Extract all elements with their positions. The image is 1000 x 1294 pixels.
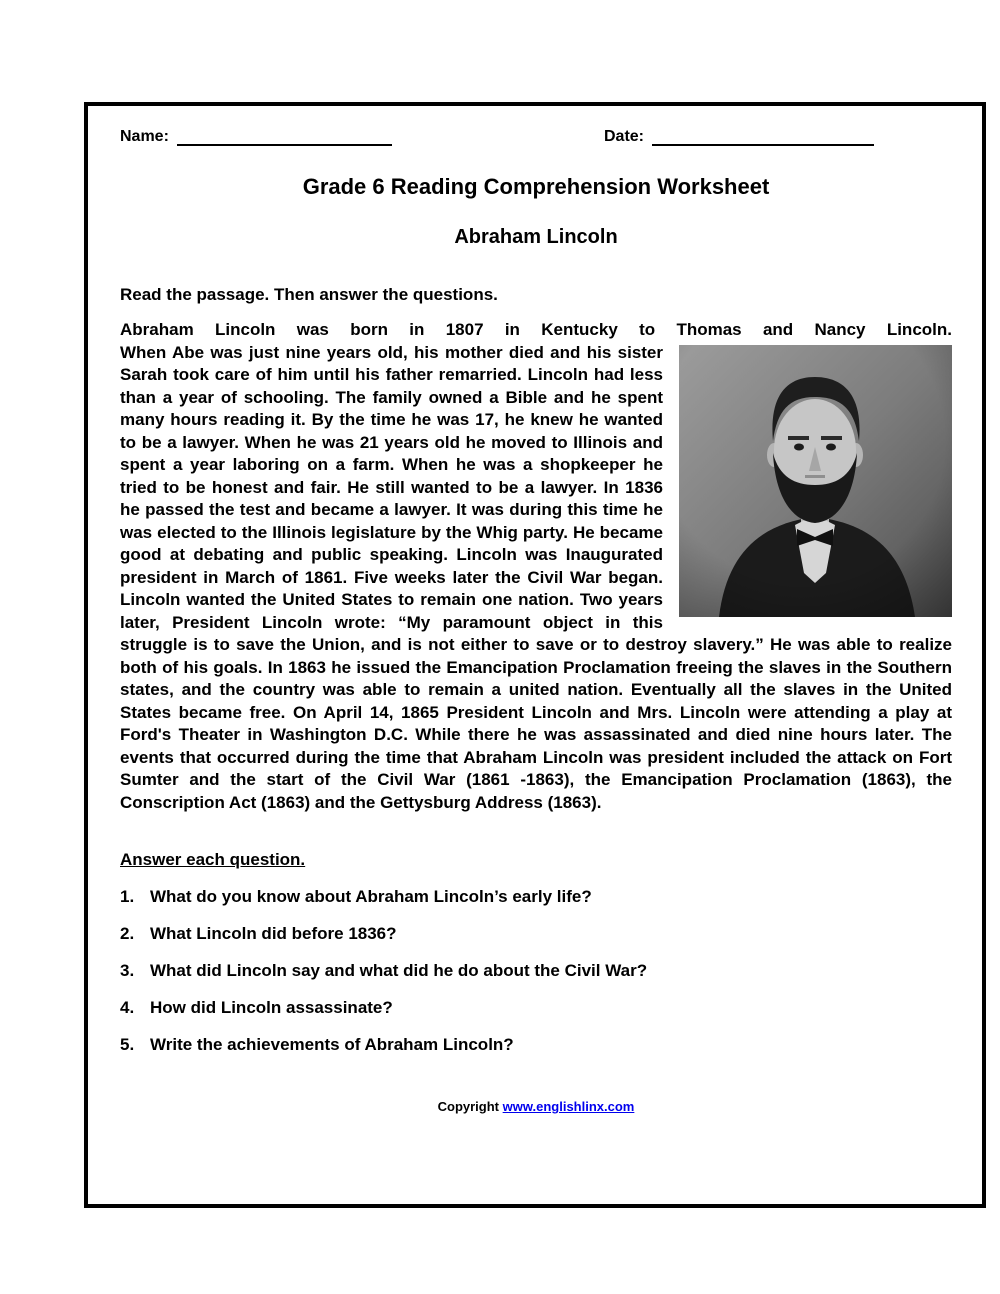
passage xyxy=(120,319,952,814)
lincoln-portrait-image xyxy=(679,345,952,617)
worksheet-subtitle: Abraham Lincoln xyxy=(454,226,618,248)
question-number: 4. xyxy=(120,998,135,1017)
instruction-text: Read the passage. Then answer the questions. xyxy=(120,285,498,304)
passage-first-line: Abraham Lincoln was born in 1807 in Kentucky to Thomas and Nancy Lincoln. xyxy=(120,320,952,339)
copyright-text: Copyright xyxy=(437,1099,500,1114)
question-text: Write the achievements of Abraham Lincoln? xyxy=(150,1035,514,1054)
date-label: Date: xyxy=(603,128,644,145)
question-number: 3. xyxy=(120,961,135,980)
question-number: 5. xyxy=(120,1035,135,1054)
name-field xyxy=(120,128,392,146)
name-blank-line xyxy=(177,128,392,146)
questions-heading: Answer each question. xyxy=(120,850,306,869)
question-text: What Lincoln did before 1836? xyxy=(150,924,397,943)
date-blank-line xyxy=(652,128,874,146)
footer xyxy=(120,1099,952,1114)
passage-body-text: When Abe was just nine years old, his mother died and his sister Sarah took care of him until his father remarried. Lincoln had less than a year of schooling. The family owned a Bible and he spent many hours reading it. By the time he was 17, he knew he wanted to be a lawyer. When he was 21 years old he moved to Illinois and spent a year laboring on a farm. When he was a shopkeeper he tried to be honest and fair. He still wanted to be a lawyer. In 1836 he passed the test and became a lawyer. It was during this time he was elected to the Illinois legislature by the Whig party. He became good at debating and public speaking. Lincoln was Inaugurated president in March of 1861. Five weeks later the Civil War began. Lincoln wanted the United States to remain one nation. Two years later, President Lincoln wrote: “My paramount object in this struggle is to save the Union, and is not either to save or to destroy slavery.” He was able to realize both of his goals. In 1863 he issued the Emancipation Proclamation freeing the slaves in the Southern states, and the country was able to remain a united nation. Eventually all the slaves in the United States became free. On April 14, 1865 President Lincoln and Mrs. Lincoln were attending a play at Ford's Theater in Washington D.C. While there he was assassinated and died nine hours later. The events that occurred during the time that Abraham Lincoln was president included the attack on Fort Sumter and the start of the Civil War (1861 -1863), the Emancipation Proclamation (1863), the Conscription Act (1863) and the Gettysburg Address (1863). xyxy=(120,342,952,812)
passage-body-wrap xyxy=(120,342,952,815)
worksheet-page xyxy=(84,102,986,1208)
worksheet-title: Grade 6 Reading Comprehension Worksheet xyxy=(302,174,770,199)
question-text: What do you know about Abraham Lincoln’s early life? xyxy=(150,887,592,906)
question-item xyxy=(120,923,952,944)
date-field xyxy=(604,128,874,146)
question-number: 2. xyxy=(120,924,135,943)
question-number: 1. xyxy=(120,887,135,906)
name-label: Name: xyxy=(120,128,169,145)
question-text: How did Lincoln assassinate? xyxy=(150,998,393,1017)
question-text: What did Lincoln say and what did he do about the Civil War? xyxy=(150,961,648,980)
question-item xyxy=(120,997,952,1018)
question-item xyxy=(120,1034,952,1055)
lincoln-portrait-svg xyxy=(679,345,952,617)
question-item xyxy=(120,886,952,907)
name-date-row xyxy=(120,128,952,146)
copyright-link[interactable]: www.englishlinx.com xyxy=(502,1099,635,1114)
question-item xyxy=(120,960,952,981)
